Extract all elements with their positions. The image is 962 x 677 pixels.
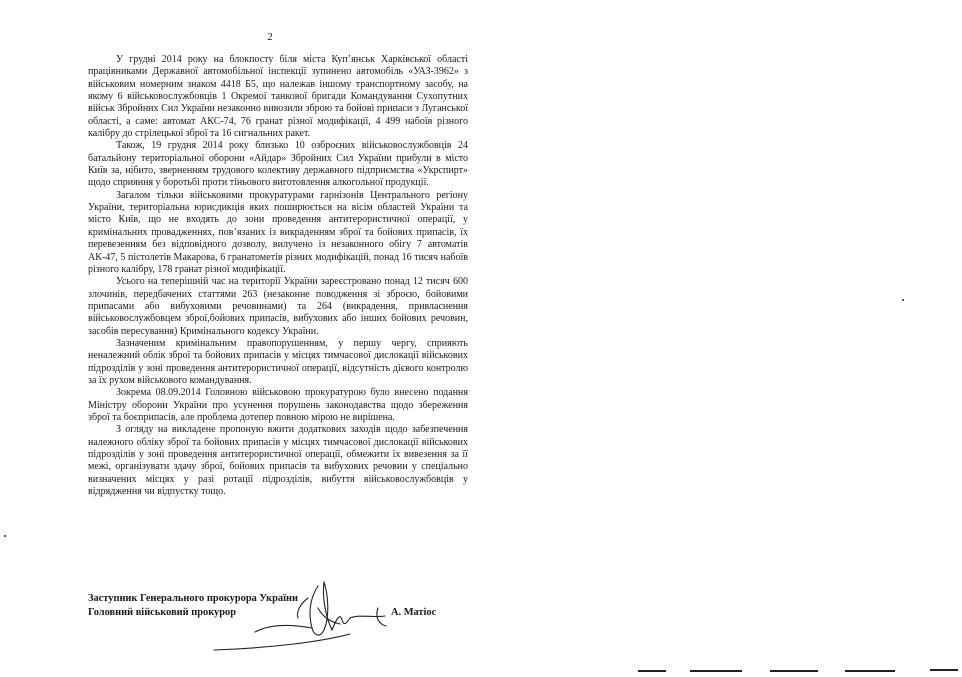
signatory-title-military-prosecutor: Головний військовий прокурор: [88, 607, 236, 618]
paragraph-proposal: З огляду на викладене пропоную вжити додаткових заходів щодо забезпечення належного обліку зброї та бойових припасів у місцях тимчасової дислокації військових підрозділів у зоні проведення антитерористичної операції, обмежити їх вивезення за її межі, організувати здачу зброї, бойових припасів та вибухових речовин у спеціально визначених місцях у разі ротації підрозділів, вибуття військовослужбовців у відрядження чи відпустку тощо.: [88, 424, 468, 498]
scan-artifact-line: [845, 670, 895, 672]
scan-artifact-line: [770, 670, 818, 672]
paragraph-aidar-incident: Також, 19 грудня 2014 року близько 10 озброєних військовослужбовців 24 батальйону територіальної оборони «Айдар» Збройних Сил України прибули в місто Київ за, нібито, зверненням трудового колективу державного підприємства «Укрспирт» щодо сприяння у боротьбі проти тіньового виготовлення алкогольної продукції.: [88, 140, 468, 189]
scan-artifact-line: [638, 670, 666, 672]
paragraph-crime-statistics: Усього на теперішній час на території України зареєстровано понад 12 тисяч 600 злочинів, передбачених статтями 263 (незаконне поводження зі зброєю, бойовими припасами або вибуховими речовинами) та 264 (викрадення, привласнення військовослужбовцем зброї,бойових припасів, вибухових або інших бойових речовин, засобів пересування) Кримінального кодексу України.: [88, 276, 468, 337]
scan-artifact-line: [690, 670, 742, 672]
scan-artifact-line: [930, 669, 958, 671]
page-number: 2: [267, 31, 273, 43]
document-body: [88, 54, 468, 498]
paragraph-ministry-submission: Зокрема 08.09.2014 Головною військовою прокуратурою було внесено подання Міністру оборони України про усунення порушень законодавства щодо збереження зброї та боєприпасів, але проблема дотепер повною мірою не вирішена.: [88, 387, 468, 423]
scan-artifact-dot: [4, 535, 6, 537]
paragraph-kupiansk-incident: У грудні 2014 року на блокпосту біля міста Куп’янськ Харківської області працівниками Державної автомобільної інспекції зупинено автомобіль «УАЗ-3962» з військовим номерним знаком 4418 Б5, що належав іншому транспортному засобу, на якому 6 військовослужбовців 1 Окремої танкової бригади Командування Сухопутних військ Збройних Сил України незаконно вивозили зброю та бойові припаси з Луганської області, а саме: автомат АКС-74, 76 гранат різної модифікації, 4 499 набоїв різного калібру до стрілецької зброї та 16 сигнальних ракет.: [88, 54, 468, 140]
paragraph-contributing-factors: Зазначеним кримінальним правопорушенням, у першу чергу, сприяють неналежний облік зброї та бойових припасів у місцях тимчасової дислокації військових підрозділів у зоні проведення антитерористичної операції, відсутність дієвого контролю за їх рухом військового командування.: [88, 337, 468, 386]
paragraph-central-region-seizures: Загалом тільки військовими прокуратурами гарнізонів Центрального регіону України, територіальна юрисдикція яких поширюється на вісім областей України та місто Київ, що не входять до зони проведення антитерористичної операції, у кримінальних провадженнях, пов’язаних із викраденням зброї та бойових припасів, їх перевезенням без відповідного дозволу, вилучено із незаконного обігу 7 автоматів АК-47, 5 пістолетів Макарова, 6 гранатометів різних модифікацій, понад 16 тисяч набоїв різного калібру, 178 гранат різної модифікації.: [88, 189, 468, 275]
signatory-title-deputy-prosecutor: Заступник Генерального прокурора України: [88, 593, 298, 604]
scan-artifact-dot: [902, 299, 904, 301]
signatory-name: А. Матіос: [391, 607, 437, 618]
signature-block: [88, 592, 473, 620]
